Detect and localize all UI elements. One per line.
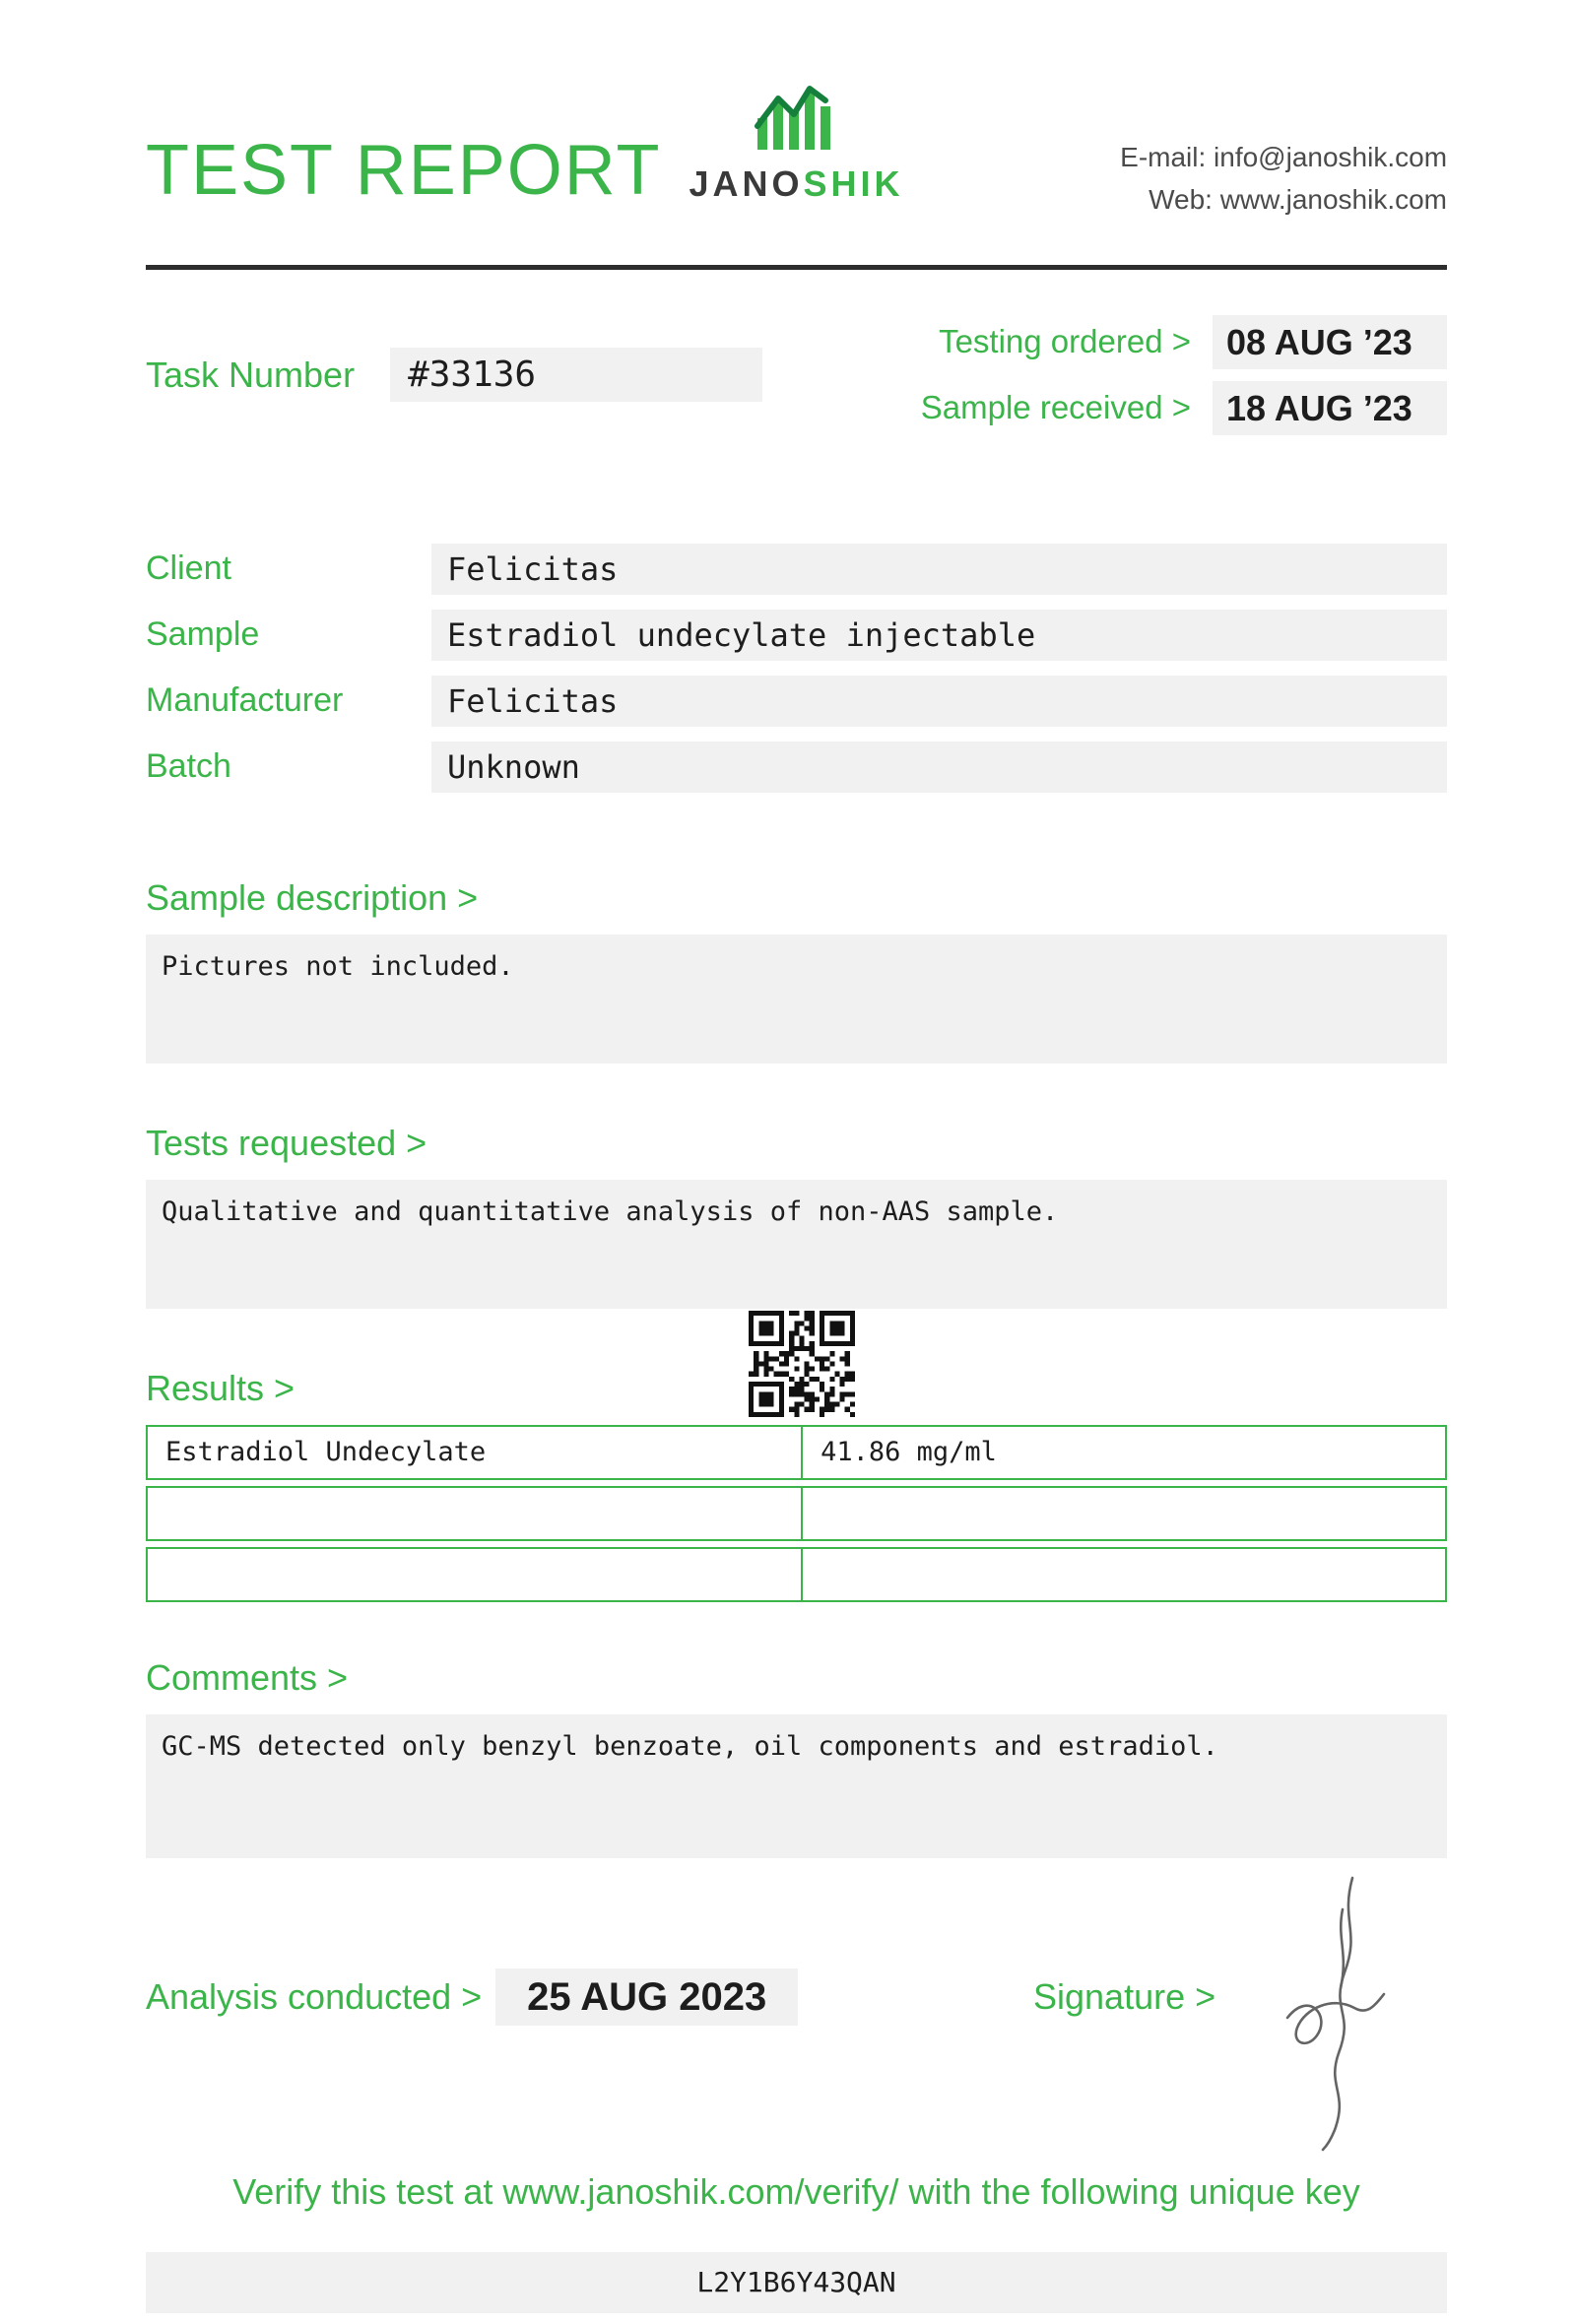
logo-text-jano: JANO (689, 163, 804, 204)
signature-group (1033, 1969, 1447, 2026)
signature-label: Signature > (1033, 1975, 1216, 2017)
contact-web: Web: www.janoshik.com (1149, 184, 1448, 216)
section-tests-requested (146, 1123, 1447, 1309)
tests-requested-heading: Tests requested > (146, 1122, 427, 1163)
field-label-manufacturer: Manufacturer (146, 681, 344, 720)
field-value-manufacturer: Felicitas (431, 676, 1447, 727)
sample-description-heading: Sample description > (146, 876, 479, 918)
logo-text-shik: SHIK (803, 163, 904, 204)
report-title: TEST REPORT (146, 131, 662, 210)
tests-requested-text: Qualitative and quantitative analysis of non-AAS sample. (146, 1180, 1447, 1309)
result-substance (148, 1549, 803, 1600)
analysis-conducted-label: Analysis conducted > (146, 1975, 483, 2017)
dates-group (921, 315, 1447, 435)
field-label-sample: Sample (146, 615, 260, 654)
results-heading: Results > (146, 1367, 296, 1408)
sample-description-text: Pictures not included. (146, 935, 1447, 1064)
field-value-sample: Estradiol undecylate injectable (431, 610, 1447, 661)
result-value (803, 1488, 1445, 1539)
field-label-client: Client (146, 549, 231, 588)
field-label-batch: Batch (146, 747, 231, 786)
result-substance: Estradiol Undecylate (148, 1427, 803, 1478)
comments-heading: Comments > (146, 1656, 349, 1698)
verify-key: L2Y1B6Y43QAN (146, 2252, 1447, 2313)
comments-text: GC-MS detected only benzyl benzoate, oil components and estradiol. (146, 1714, 1447, 1858)
header-divider (146, 265, 1447, 270)
field-value-client: Felicitas (431, 544, 1447, 595)
sample-received-value: 18 AUG ’23 (1213, 381, 1447, 435)
section-results (146, 1368, 1447, 1602)
contact-email: E-mail: info@janoshik.com (1120, 142, 1448, 172)
sample-received-label: Sample received > (920, 389, 1191, 426)
section-sample-description (146, 877, 1447, 1064)
result-value: 41.86 mg/ml (821, 1436, 997, 1467)
analysis-group (146, 1969, 798, 2026)
results-table (146, 1425, 1447, 1602)
field-value-batch: Unknown (431, 742, 1447, 793)
header (146, 79, 1447, 222)
info-fields (146, 544, 1447, 793)
task-number-label: Task Number (146, 355, 356, 396)
results-row (146, 1486, 1447, 1541)
analysis-date-value: 25 AUG 2023 (495, 1969, 798, 2026)
analysis-row (146, 1969, 1447, 2026)
results-row (146, 1425, 1447, 1480)
logo-text (689, 163, 903, 205)
result-value (803, 1549, 1445, 1600)
logo (689, 83, 903, 205)
results-head (146, 1368, 1447, 1409)
testing-ordered-value: 08 AUG ’23 (1213, 315, 1447, 369)
section-comments (146, 1657, 1447, 1858)
task-number-value: #33136 (390, 348, 762, 402)
signature-image (1258, 1870, 1406, 2156)
results-row (146, 1547, 1447, 1602)
verify-text: Verify this test at www.janoshik.com/verify/ with the following unique key (232, 2170, 1360, 2212)
task-number-group (146, 315, 762, 435)
result-substance (148, 1488, 803, 1539)
qr-code (749, 1311, 855, 1417)
task-row (146, 315, 1447, 435)
logo-chart-icon (750, 83, 844, 158)
contact-info (904, 136, 1447, 222)
testing-ordered-label: Testing ordered > (939, 323, 1191, 360)
